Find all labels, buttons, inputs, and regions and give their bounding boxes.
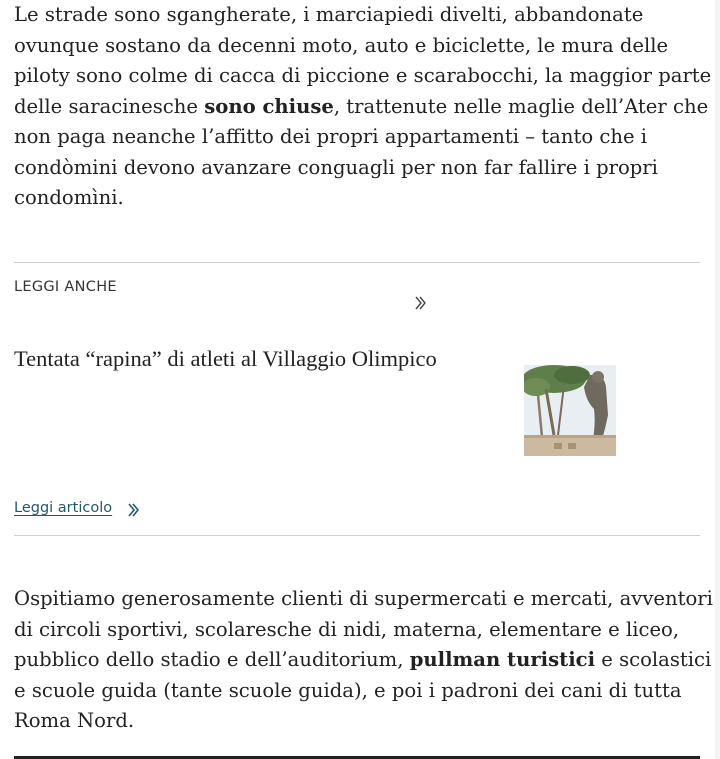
- read-article-link[interactable]: Leggi articolo: [14, 500, 113, 516]
- paragraph-text: e scolastici e scuole guida (tante scuole guida), e poi i padroni dei cani di tutta Roma Nord.: [14, 648, 712, 732]
- paragraph-bold-text: pullman turistici: [409, 648, 596, 671]
- paragraph-text: Ospitiamo generosamente clienti di supermercati e mercati, avventori di circoli sportivi, scolaresche di nidi, materna, elementare e liceo, pubblico dello stadio e dell’auditorium,: [14, 587, 713, 671]
- paragraph-text: Le strade sono sgangherate, i marciapiedi divelti, abbandonate ovunque sostano da decenni moto, auto e biciclette, le mura delle piloty sono colme di cacca di piccione e scarabocchi, la maggior parte delle saracinesche: [14, 3, 712, 118]
- article-paragraph: [14, 584, 714, 737]
- related-article-thumbnail[interactable]: [524, 365, 616, 456]
- stadium-statue-thumbnail: [524, 365, 616, 456]
- divider: [14, 535, 700, 536]
- related-article-headline[interactable]: Tentata “rapina” di atleti al Villaggio Olimpico: [14, 346, 437, 371]
- related-section-label: LEGGI ANCHE: [14, 279, 117, 295]
- double-chevron-right-icon[interactable]: [414, 295, 428, 311]
- paragraph-text: , trattenute nelle maglie dell’Ater che non paga neanche l’affitto dei propri appartamenti – tanto che i condòmini devono avanzare conguagli per non far fallire i propri condomìni.: [14, 94, 709, 209]
- article-paragraph: [14, 0, 714, 214]
- double-chevron-right-icon[interactable]: [127, 502, 141, 518]
- paragraph-bold-text: sono chiuse: [204, 94, 334, 118]
- divider: [14, 262, 700, 263]
- scrollbar-track[interactable]: [715, 0, 720, 759]
